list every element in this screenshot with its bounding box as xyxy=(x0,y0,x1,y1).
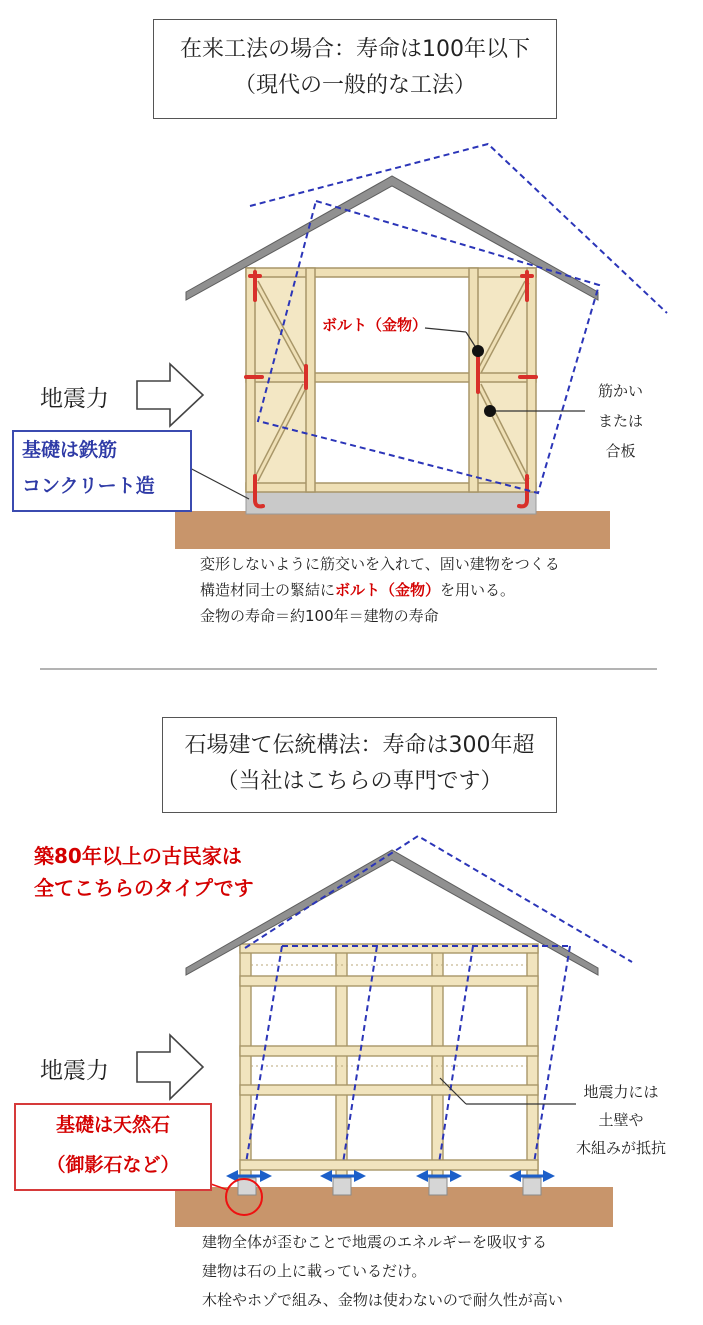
brace-label xyxy=(598,376,643,466)
bottom-note xyxy=(34,840,254,904)
brace-label-line3: 合板 xyxy=(605,442,636,460)
top-force-arrow-icon xyxy=(137,364,203,426)
top-ground xyxy=(175,511,610,549)
resist-label xyxy=(576,1078,666,1162)
resist-label-line1: 地震力には xyxy=(583,1083,659,1101)
bottom-caption-line2: 建物は石の上に載っているだけ。 xyxy=(202,1262,427,1280)
bottom-foundation-line2: （御影石など） xyxy=(46,1154,180,1176)
brace-pointer-dot xyxy=(484,405,496,417)
top-title-box xyxy=(153,19,557,119)
brace-label-line2: または xyxy=(598,412,644,430)
top-force-label: 地震力 xyxy=(40,386,109,412)
top-foundation xyxy=(246,492,536,514)
bottom-caption xyxy=(202,1228,563,1315)
top-caption-line3: 金物の寿命＝約100年＝建物の寿命 xyxy=(200,607,439,625)
bolt-label: ボルト（金物） xyxy=(322,316,428,334)
bottom-caption-line3: 木栓やホゾで組み、金物は使わないので耐久性が高い xyxy=(202,1291,563,1309)
top-foundation-line1: 基礎は鉄筋 xyxy=(22,439,118,461)
bottom-note-line1: 築80年以上の古民家は xyxy=(34,844,242,868)
top-caption xyxy=(200,551,560,629)
top-caption-line2-red: ボルト（金物） xyxy=(335,581,441,599)
bottom-beams xyxy=(240,944,538,1170)
bottom-foundation-line1: 基礎は天然石 xyxy=(55,1114,170,1136)
bottom-title-line1: 石場建て伝統構法：寿命は300年超 xyxy=(184,733,535,758)
top-caption-line2-post: を用いる。 xyxy=(440,581,516,599)
top-foundation-box xyxy=(12,430,192,512)
brace-label-line1: 筋かい xyxy=(598,382,644,400)
bottom-title-box xyxy=(162,717,557,813)
top-foundation-line2: コンクリート造 xyxy=(22,475,155,497)
top-caption-line1: 変形しないように筋交いを入れて、固い建物をつくる xyxy=(200,555,560,573)
resist-label-line3: 木組みが抵抗 xyxy=(576,1139,667,1157)
bottom-force-arrow-icon xyxy=(137,1035,203,1099)
bottom-force-label: 地震力 xyxy=(40,1058,109,1084)
bottom-title-line2: （当社はこちらの専門です） xyxy=(216,769,503,794)
top-caption-line2 xyxy=(200,577,560,603)
bolt-pointer-dot xyxy=(472,345,484,357)
bottom-note-line2: 全てこちらのタイプです xyxy=(34,876,254,900)
top-caption-line2-pre: 構造材同士の緊結に xyxy=(200,581,336,599)
top-title-line1: 在来工法の場合：寿命は100年以下 xyxy=(180,37,530,62)
bottom-foundation-box xyxy=(14,1103,212,1191)
resist-label-line2: 土壁や xyxy=(598,1111,644,1129)
top-house xyxy=(137,144,667,549)
bottom-caption-line1: 建物全体が歪むことで地震のエネルギーを吸収する xyxy=(202,1233,548,1251)
bottom-roof-dashed xyxy=(245,836,632,962)
top-title-line2: （現代の一般的な工法） xyxy=(233,73,476,98)
